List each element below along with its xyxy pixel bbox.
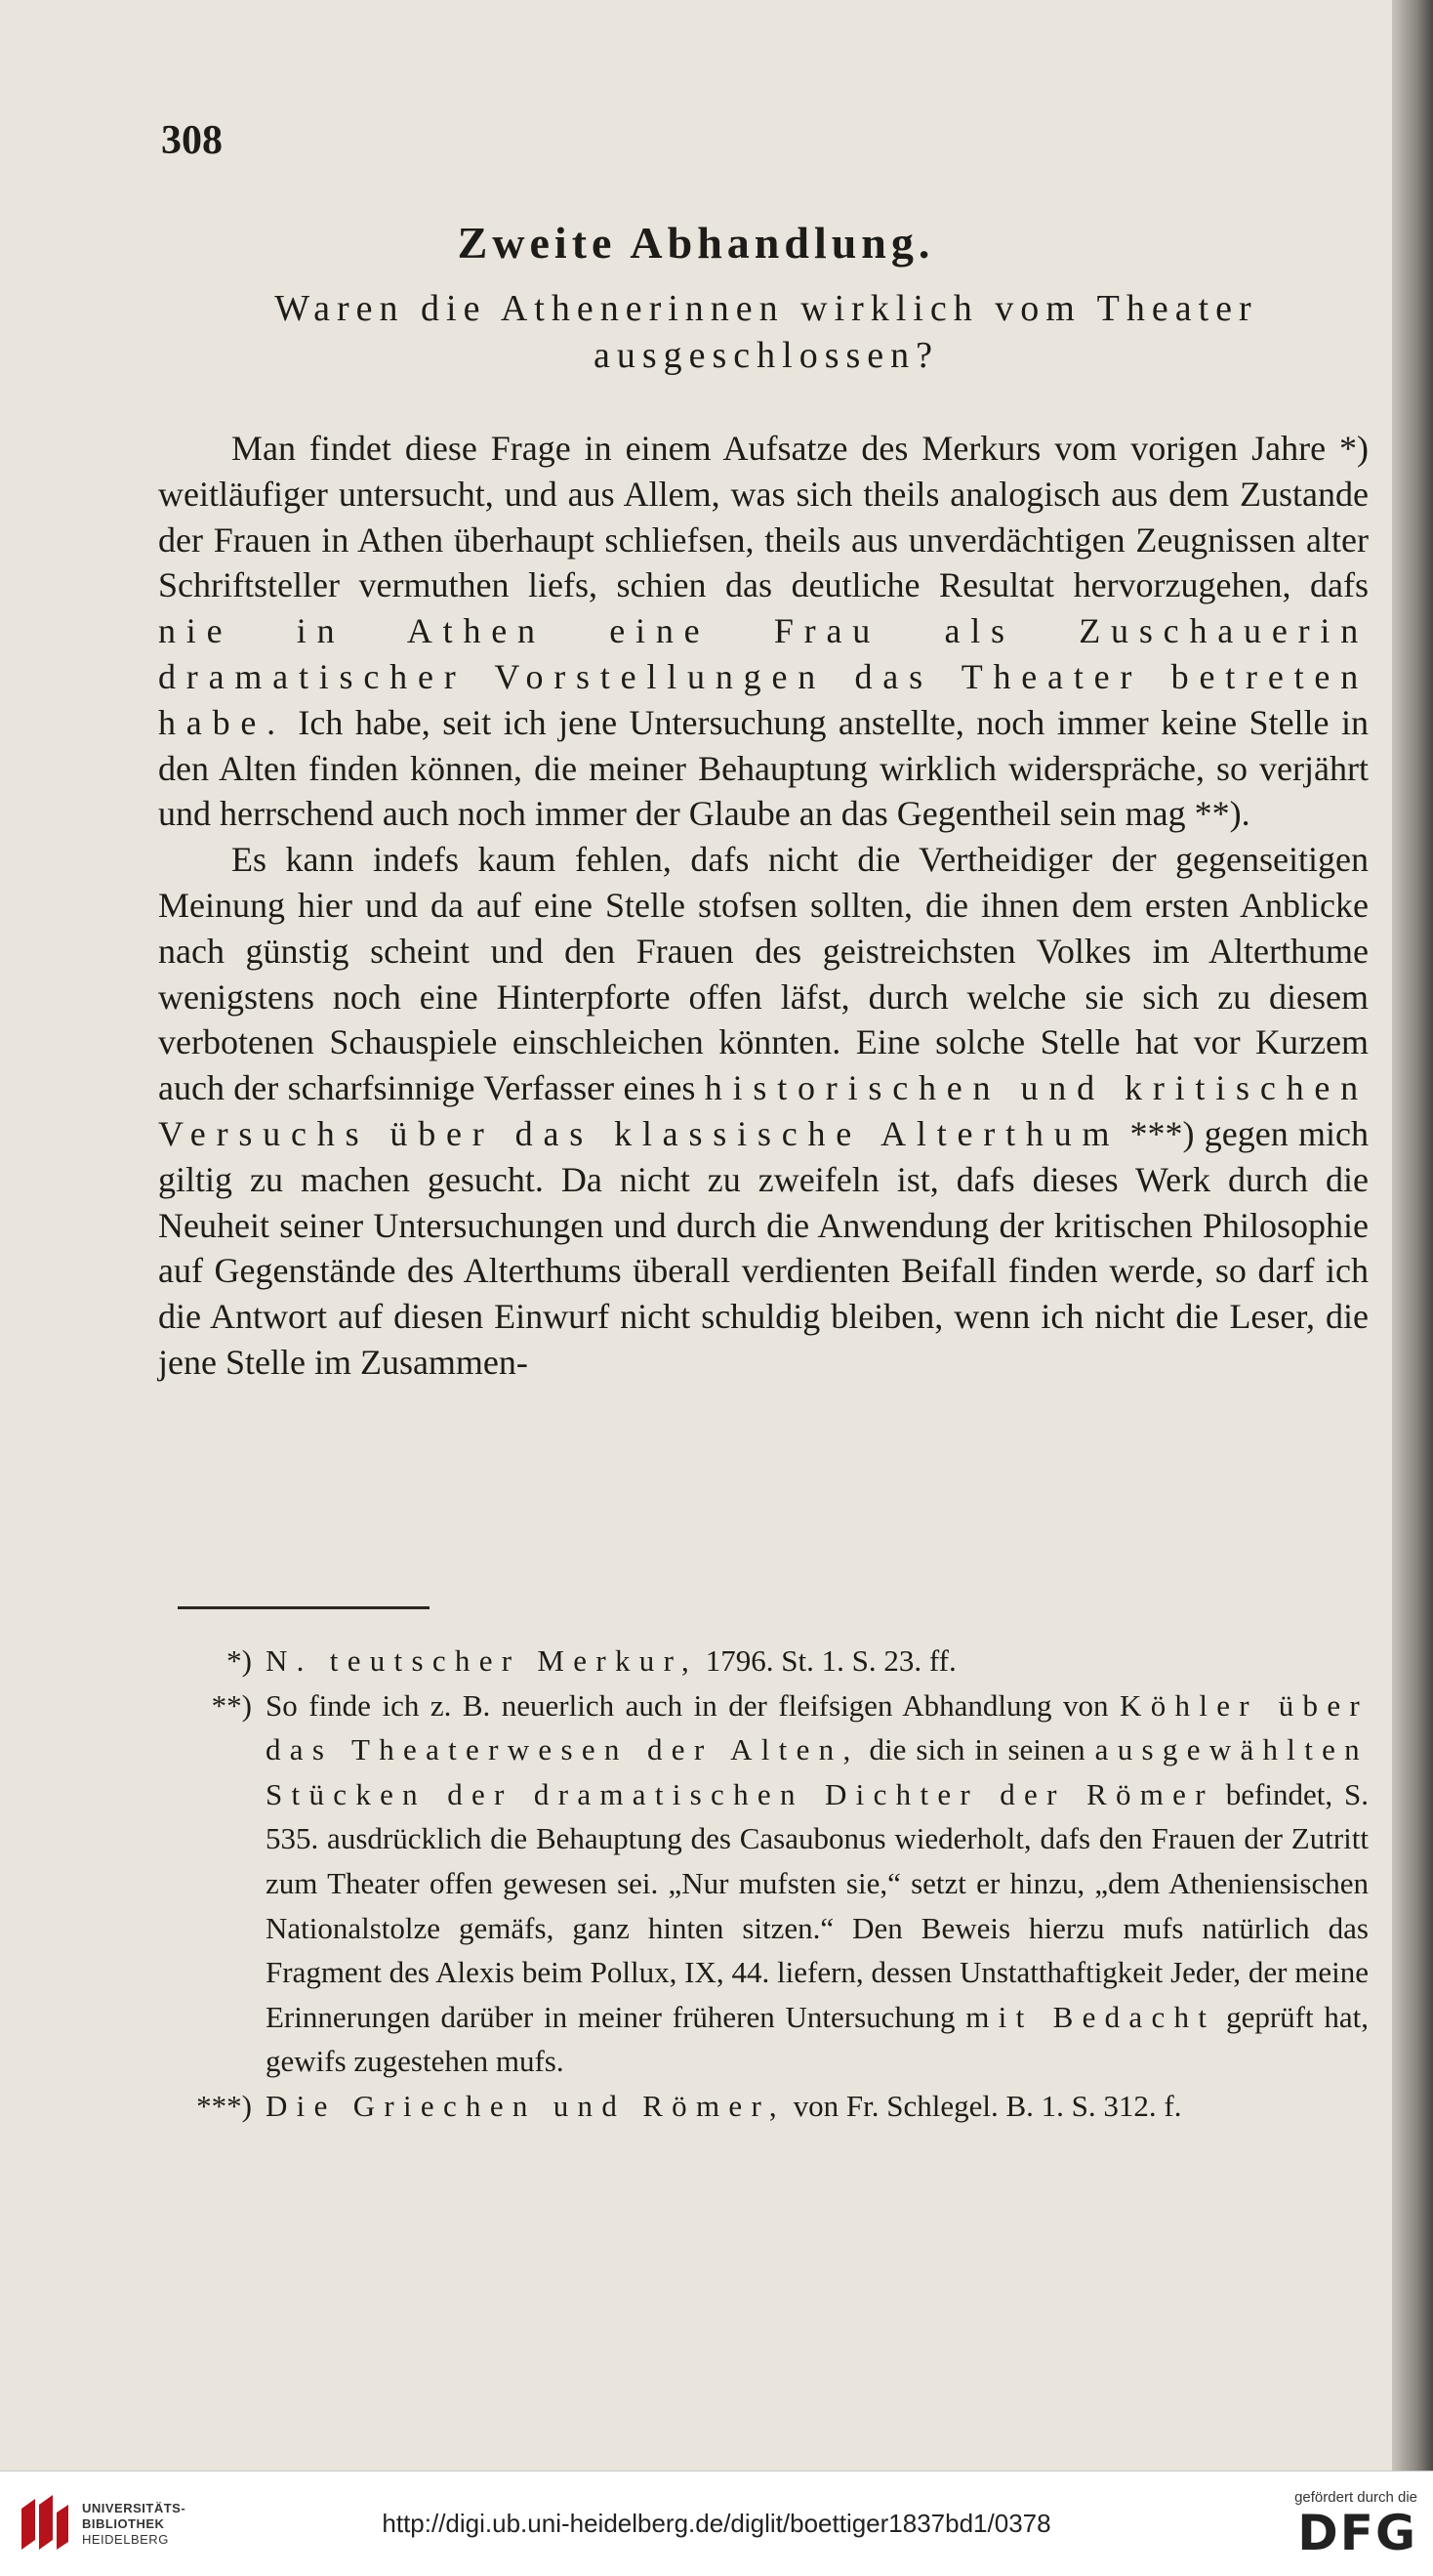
paragraph-2-text-a: Es kann indefs kaum fehlen, dafs nicht die Vertheidiger der gegenseitigen Meinung hier und da auf eine Stelle stofsen sollten, die ihnen dem ersten Anblicke nach günstig scheint und den Frauen des geistreichsten Volkes im Alterthume wenigstens noch eine Hinterpforte offen läfst, durch welche sie sich zu diesem verbotenen Schauspiele einschleichen könnten. Eine solche Stelle hat vor Kurzem auch der scharfsinnige Verfasser eines: [158, 840, 1369, 1108]
footnotes: [156, 1639, 1369, 2129]
footnote-2-emphasis-a: Köhler über das Theaterwesen der Alten,: [266, 1687, 1370, 1767]
footnote-3-mark: ***): [196, 2088, 252, 2123]
footnote-1-mark: *): [226, 1643, 252, 1678]
footnote-3-text: von Fr. Schlegel. B. 1. S. 312. f.: [785, 2088, 1182, 2123]
chapter-subtitle: [156, 285, 1376, 379]
footnote-2-text-c: befindet, S. 535. ausdrücklich die Behauptung des Casaubonus wiederholt, dafs den Frauen der Zutritt zum Theater offen gewesen sei. „Nur mufsten sie,“ setzt er hinzu, „dem Atheniensischen Nationalstolze gemäfs, ganz hinten sitzen.“ Den Beweis hierzu mufs natürlich das Fragment des Alexis beim Pollux, IX, 44. liefern, dessen Unstatthaftigkeit Jeder, der meine Erinnerungen darüber in meiner früheren Untersuchung: [266, 1776, 1369, 2034]
paragraph-2: [158, 837, 1369, 1386]
viewer-footer: [0, 2471, 1433, 2576]
sponsor-label: gefördert durch die: [1294, 2489, 1417, 2506]
footnote-3: [156, 2084, 1369, 2129]
body-text: [158, 426, 1369, 1386]
institution-line-3: HEIDELBERG: [82, 2532, 169, 2547]
subtitle-line-1: Waren die Athenerinnen wirklich vom Theater: [274, 288, 1258, 329]
footnote-2-mark: **): [211, 1687, 252, 1723]
chapter-title: Zweite Abhandlung.: [457, 218, 935, 268]
paragraph-1: [158, 426, 1369, 837]
dfg-logo: DFG: [1297, 2505, 1417, 2561]
page-number: 308: [161, 118, 223, 163]
footnote-2-body: [266, 1683, 1369, 2084]
footnote-2-text-a: So finde ich z. B. neuerlich auch in der fleifsigen Abhandlung von: [266, 1687, 1121, 1723]
footnote-2-text-b: die sich in seinen: [859, 1732, 1095, 1767]
footnote-separator: [178, 1606, 430, 1609]
paragraph-1-text-b: Ich habe, seit ich jene Untersuchung anstellte, noch immer keine Stelle in den Alten finden können, die meiner Behauptung wirklich widerspräche, so verjährt und herrschend auch noch immer der Glaube an das Gegentheil sein mag **).: [158, 702, 1369, 834]
subtitle-line-2: ausgeschlossen?: [593, 335, 940, 376]
permalink-url[interactable]: http://digi.ub.uni-heidelberg.de/diglit/boettiger1837bd1/0378: [382, 2509, 1051, 2538]
footnote-2: [156, 1683, 1369, 2084]
footnote-1-body: [266, 1639, 1369, 1683]
paragraph-2-text-b: ***) gegen mich giltig zu machen gesucht. Da nicht zu zweifeln ist, dafs dieses Werk durch die Neuheit seiner Untersuchungen und durch die Anwendung der kritischen Philosophie auf Gegenstände des Alterthums überall verdienten Beifall finden werde, so darf ich die Antwort auf diesen Einwurf nicht schuldig bleiben, wenn ich nicht die Leser, die jene Stelle im Zusammen-: [158, 1113, 1369, 1382]
footnote-2-text-d: geprüft hat, gewifs zugestehen mufs.: [266, 1999, 1370, 2079]
paragraph-2-emphasis: historischen und kritischen Versuchs über das klassische Alterthum: [158, 1068, 1369, 1153]
paragraph-1-text-a: Man findet diese Frage in einem Aufsatze des Merkurs vom vorigen Jahre *) weitläufiger untersucht, und aus Allem, was sich theils analogisch aus dem Zustande der Frauen in Athen überhaupt schliefsen, theils aus unverdächtigen Zeugnissen alter Schriftsteller vermuthen liefs, schien das deutliche Resultat hervorzugehen, dafs: [158, 429, 1369, 605]
paragraph-1-emphasis: nie in Athen eine Frau als Zuschauerin dramatischer Vorstellungen das Theater betreten habe.: [158, 611, 1369, 742]
page-edge-shadow: [1392, 0, 1433, 2471]
footnote-1-text: 1796. St. 1. S. 23. ff.: [698, 1643, 957, 1678]
footnote-3-body: [266, 2084, 1369, 2129]
footnote-1: [156, 1639, 1369, 1683]
sponsor[interactable]: [1294, 2489, 1417, 2560]
institution-line-1: UNIVERSITÄTS-: [82, 2501, 186, 2515]
footnote-3-emphasis: Die Griechen und Römer,: [266, 2088, 786, 2123]
footnote-2-emphasis-b: ausgewählten Stücken der dramatischen Dichter der Römer: [266, 1732, 1369, 1811]
institution-line-2: BIBLIOTHEK: [82, 2516, 165, 2531]
footnote-1-emphasis: N. teutscher Merkur,: [266, 1643, 699, 1678]
footnote-2-emphasis-c: mit Bedacht: [965, 1999, 1216, 2034]
